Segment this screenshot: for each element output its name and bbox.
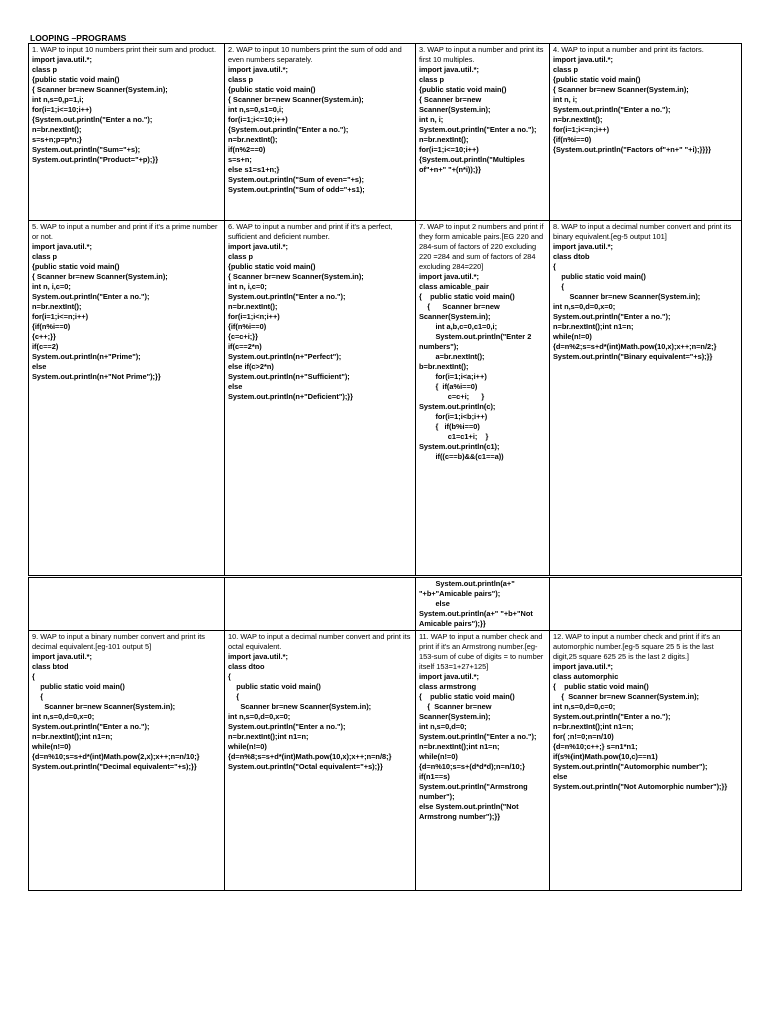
code-block: import java.util.*; class p {public static void main() { Scanner br=new Scanner(System.in); int n, i,c=0; System.out.println("Enter a no."); n=br.nextInt(); for(i=1;i<n;i++) {if(n%i==0) {c=c+i;}} if(c==2*n) System.out.println(n+"Perfect"); else if(c>2*n) System.out.println(n+"Sufficient"); else System.out.println(n+"Deficient");}} bbox=[228, 242, 364, 401]
code-block: import java.util.*; class armstrong { public static void main() { Scanner br=new Scanner(System.in); int n,s=0,d=0; System.out.println("Enter a no."); n=br.nextInt();int n1=n; while(n!=0) {d=n%10;s=s+(d*d*d);n=n/10;} if(n1==s) System.out.println("Armstrong number"); else System.out.println("Not Armstrong number");}} bbox=[419, 672, 537, 821]
code-block: import java.util.*; class amicable_pair { public static void main() { Scanner br=new Scanner(System.in); int a,b,c=0,c1=0,i; System.out.println("Enter 2 numbers"); a=br.nextInt(); b=br.nextInt(); for(i=1;i<a;i++) { if(a%i==0) c=c+i; } System.out.println(c); for(i=1;i<b;i++) { if(b%i==0) c1=c1+i; } System.out.println(c1); if((c==b)&&(c1==a)) bbox=[419, 272, 532, 461]
empty-cell bbox=[29, 578, 225, 631]
code-block: import java.util.*; class dtob { public static void main() { Scanner br=new Scanner(System.in); int n,s=0,d=0,x=0; System.out.println("Enter a no."); n=br.nextInt();int n1=n; while(n!=0) {d=n%2;s=s+d*(int)Math.pow(10,x);x++;n=n/2;} System.out.println("Binary equivalent="+s);}} bbox=[553, 242, 717, 361]
program-cell-3 bbox=[416, 44, 550, 221]
question-text: 1. WAP to input 10 numbers print their sum and product. bbox=[32, 45, 217, 54]
empty-cell bbox=[225, 578, 416, 631]
programs-table-bottom bbox=[28, 577, 742, 891]
code-block: import java.util.*; class btod { public static void main() { Scanner br=new Scanner(System.in); int n,s=0,d=0,x=0; System.out.println("Enter a no."); n=br.nextInt();int n1=n; while(n!=0) {d=n%10;s=s+d*(int)Math.pow(2,x);x++;n=n/10;} System.out.println("Decimal equivalent="+s);}} bbox=[32, 652, 200, 771]
question-text: 3. WAP to input a number and print its first 10 multiples. bbox=[419, 45, 546, 64]
question-text: 2. WAP to input 10 numbers print the sum of odd and even numbers separately. bbox=[228, 45, 404, 64]
page-title: LOOPING –PROGRAMS bbox=[30, 33, 127, 43]
question-text: 5. WAP to input a number and print if it's a prime number or not. bbox=[32, 222, 220, 241]
code-block: import java.util.*; class automorphic { public static void main() { Scanner br=new Scanner(System.in); int n,s=0,d=0,c=0; System.out.println("Enter a no."); n=br.nextInt();int n1=n; for( ;n!=0;n=n/10) {d=n%10;c++;} s=n1*n1; if(s%(int)Math.pow(10,c)==n1) System.out.println("Automorphic number"); else System.out.println("Not Automorphic number");}} bbox=[553, 662, 728, 791]
program-cell-5 bbox=[29, 221, 225, 576]
question-text: 6. WAP to input a number and print if it's a perfect, sufficient and deficient number. bbox=[228, 222, 395, 241]
question-text: 8. WAP to input a decimal number convert and print its binary equivalent.[eg-5 output 101] bbox=[553, 222, 734, 241]
code-block: System.out.println(a+" "+b+"Amicable pairs"); else System.out.println(a+" "+b+"Not Amicable pairs");}} bbox=[419, 579, 533, 628]
program-cell-8 bbox=[550, 221, 742, 576]
program-cell-6 bbox=[225, 221, 416, 576]
code-block: import java.util.*; class p {public static void main() { Scanner br=new Scanner(System.in); int n,s=0,p=1,i; for(i=1;i<=10;i++) {System.out.println("Enter a no."); n=br.nextInt(); s=s+n;p=p*n;} System.out.println("Sum="+s); System.out.println("Product="+p);}} bbox=[32, 55, 168, 164]
program-cell-7-continued bbox=[416, 578, 550, 631]
program-cell-1 bbox=[29, 44, 225, 221]
code-block: import java.util.*; class p {public static void main() { Scanner br=new Scanner(System.in); int n, i,c=0; System.out.println("Enter a no."); n=br.nextInt(); for(i=1;i<=n;i++) {if(n%i==0) {c++;}} if(c==2) System.out.println(n+"Prime"); else System.out.println(n+"Not Prime");}} bbox=[32, 242, 168, 381]
empty-cell bbox=[550, 578, 742, 631]
code-block: import java.util.*; class p {public static void main() { Scanner br=new Scanner(System.in); int n,s=0,s1=0,i; for(i=1;i<=10;i++) {System.out.println("Enter a no."); n=br.nextInt(); if(n%2==0) s=s+n; else s1=s1+n;} System.out.println("Sum of even="+s); System.out.println("Sum of odd="+s1); bbox=[228, 65, 365, 194]
question-text: 9. WAP to input a binary number convert and print its decimal equivalent.[eg-101 output 5] bbox=[32, 632, 208, 651]
question-text: 7. WAP to input 2 numbers and print if they form amicable pairs.[EG 220 and 284-sum of factors of 220 excluding 220 =284 and sum of factors of 284 excluding 284=220] bbox=[419, 222, 546, 271]
program-cell-7 bbox=[416, 221, 550, 576]
code-block: import java.util.*; class dtoo { public static void main() { Scanner br=new Scanner(System.in); int n,s=0,d=0,x=0; System.out.println("Enter a no."); n=br.nextInt();int n1=n; while(n!=0) {d=n%8;s=s+d*(int)Math.pow(10,x);x++;n=n/8;} System.out.println("Octal equivalent="+s);}} bbox=[228, 652, 392, 771]
program-cell-10 bbox=[225, 631, 416, 891]
program-cell-4 bbox=[550, 44, 742, 221]
program-cell-11 bbox=[416, 631, 550, 891]
programs-table-top bbox=[28, 43, 742, 576]
code-block: import java.util.*; class p {public static void main() { Scanner br=new Scanner(System.in); int n, i; System.out.println("Enter a no."); n=br.nextInt(); for(i=1;i<=n;i++) {if(n%i==0) {System.out.println("Factors of"+n+" "+i);}}}} bbox=[553, 55, 711, 154]
question-text: 12. WAP to input a number check and print if it's an automorphic number.[eg-5 square 25 5 is the last digit,25 square 625 25 is the last 2 digits.] bbox=[553, 632, 723, 661]
program-cell-12 bbox=[550, 631, 742, 891]
question-text: 10. WAP to input a decimal number convert and print its octal equivalent. bbox=[228, 632, 413, 651]
program-cell-9 bbox=[29, 631, 225, 891]
question-text: 4. WAP to input a number and print its factors. bbox=[553, 45, 704, 54]
program-cell-2 bbox=[225, 44, 416, 221]
code-block: import java.util.*; class p {public static void main() { Scanner br=new Scanner(System.in); int n, i; System.out.println("Enter a no."); n=br.nextInt(); for(i=1;i<=10;i++) {System.out.println("Multiples of"+n+" "+(n*i));}} bbox=[419, 65, 537, 174]
question-text: 11. WAP to input a number check and print if it's an Armstrong number.[eg-153-sum of cube of digits = to number itself 153=1+27+125] bbox=[419, 632, 546, 671]
